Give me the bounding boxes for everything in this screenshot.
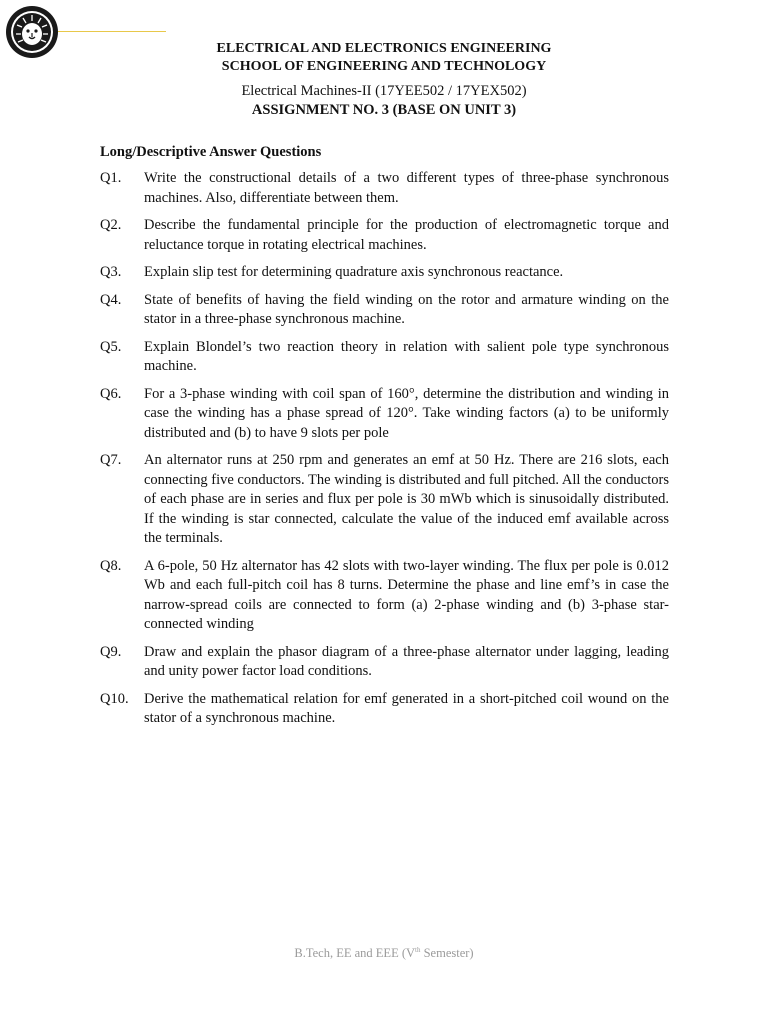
- question-item: [100, 291, 669, 330]
- question-number: Q2.: [100, 217, 122, 233]
- question-list: [100, 169, 669, 737]
- question-item: [100, 169, 669, 208]
- question-item: [100, 643, 669, 682]
- section-title: Long/Descriptive Answer Questions: [100, 144, 322, 160]
- question-text: Describe the fundamental principle for the production of electromagnetic torque and reluctance torque in rotating electrical machines.: [144, 217, 669, 253]
- school-title: SCHOOL OF ENGINEERING AND TECHNOLOGY: [221, 59, 547, 74]
- question-text: State of benefits of having the field winding on the rotor and armature winding on the stator in a three-phase synchronous machine.: [144, 291, 669, 327]
- question-number: Q8.: [100, 557, 122, 574]
- question-number: Q5.: [100, 338, 122, 355]
- question-text: Explain slip test for determining quadrature axis synchronous reactance.: [144, 264, 564, 280]
- header-rule: [58, 31, 166, 32]
- question-text: For a 3-phase winding with coil span of 160°, determine the distribution and winding in case the winding has a phase spread of 120°. Take winding factors (a) to be uniformly distributed and (b) to have 9 slots per pole: [144, 385, 669, 441]
- page-footer: [0, 946, 768, 961]
- question-text: Draw and explain the phasor diagram of a three-phase alternator under lagging, leading and unity power factor load conditions.: [144, 643, 669, 679]
- course-title: Electrical Machines-II (17YEE502 / 17YEX502): [241, 83, 527, 99]
- question-item: [100, 690, 669, 729]
- question-number: Q10.: [100, 690, 129, 707]
- question-text: Explain Blondel’s two reaction theory in relation with salient pole type synchronous machine.: [144, 338, 669, 374]
- question-number: Q6.: [100, 385, 122, 402]
- question-item: [100, 338, 669, 377]
- question-number: Q7.: [100, 452, 122, 468]
- question-item: [100, 385, 669, 444]
- question-text: A 6-pole, 50 Hz alternator has 42 slots with two-layer winding. The flux per pole is 0.012 Wb and each full-pitch coil has 8 turns. Determine the phase and line emf’s in case the narrow-spread coils are connected to form (a) 2-phase winding and (b) 3-phase star-connected winding: [144, 557, 669, 632]
- question-item: [100, 451, 669, 549]
- question-item: [100, 216, 669, 255]
- department-title: ELECTRICAL AND ELECTRONICS ENGINEERING: [216, 41, 552, 56]
- question-text: Write the constructional details of a two different types of three-phase synchronous machines. Also, differentiate between them.: [144, 170, 669, 206]
- question-text: An alternator runs at 250 rpm and generates an emf at 50 Hz. There are 216 slots, each connecting five conductors. The winding is distributed and full pitched. All the conductors of each phase are in series and flux per pole is 30 mWb which is sinusoidally distributed. If the winding is star connected, calculate the value of the induced emf available across the terminals.: [144, 452, 669, 546]
- question-number: Q4.: [100, 291, 122, 308]
- question-number: Q1.: [100, 170, 122, 186]
- question-text: Derive the mathematical relation for emf generated in a short-pitched coil wound on the stator of a synchronous machine.: [144, 690, 669, 726]
- question-item: [100, 557, 669, 635]
- assignment-title: ASSIGNMENT NO. 3 (BASE ON UNIT 3): [251, 102, 517, 118]
- footer-superscript: th: [415, 946, 421, 954]
- question-number: Q3.: [100, 264, 122, 280]
- question-number: Q9.: [100, 643, 122, 660]
- footer-program: B.Tech, EE and EEE (V: [294, 946, 416, 961]
- question-item: [100, 263, 669, 283]
- footer-semester: Semester): [420, 946, 474, 961]
